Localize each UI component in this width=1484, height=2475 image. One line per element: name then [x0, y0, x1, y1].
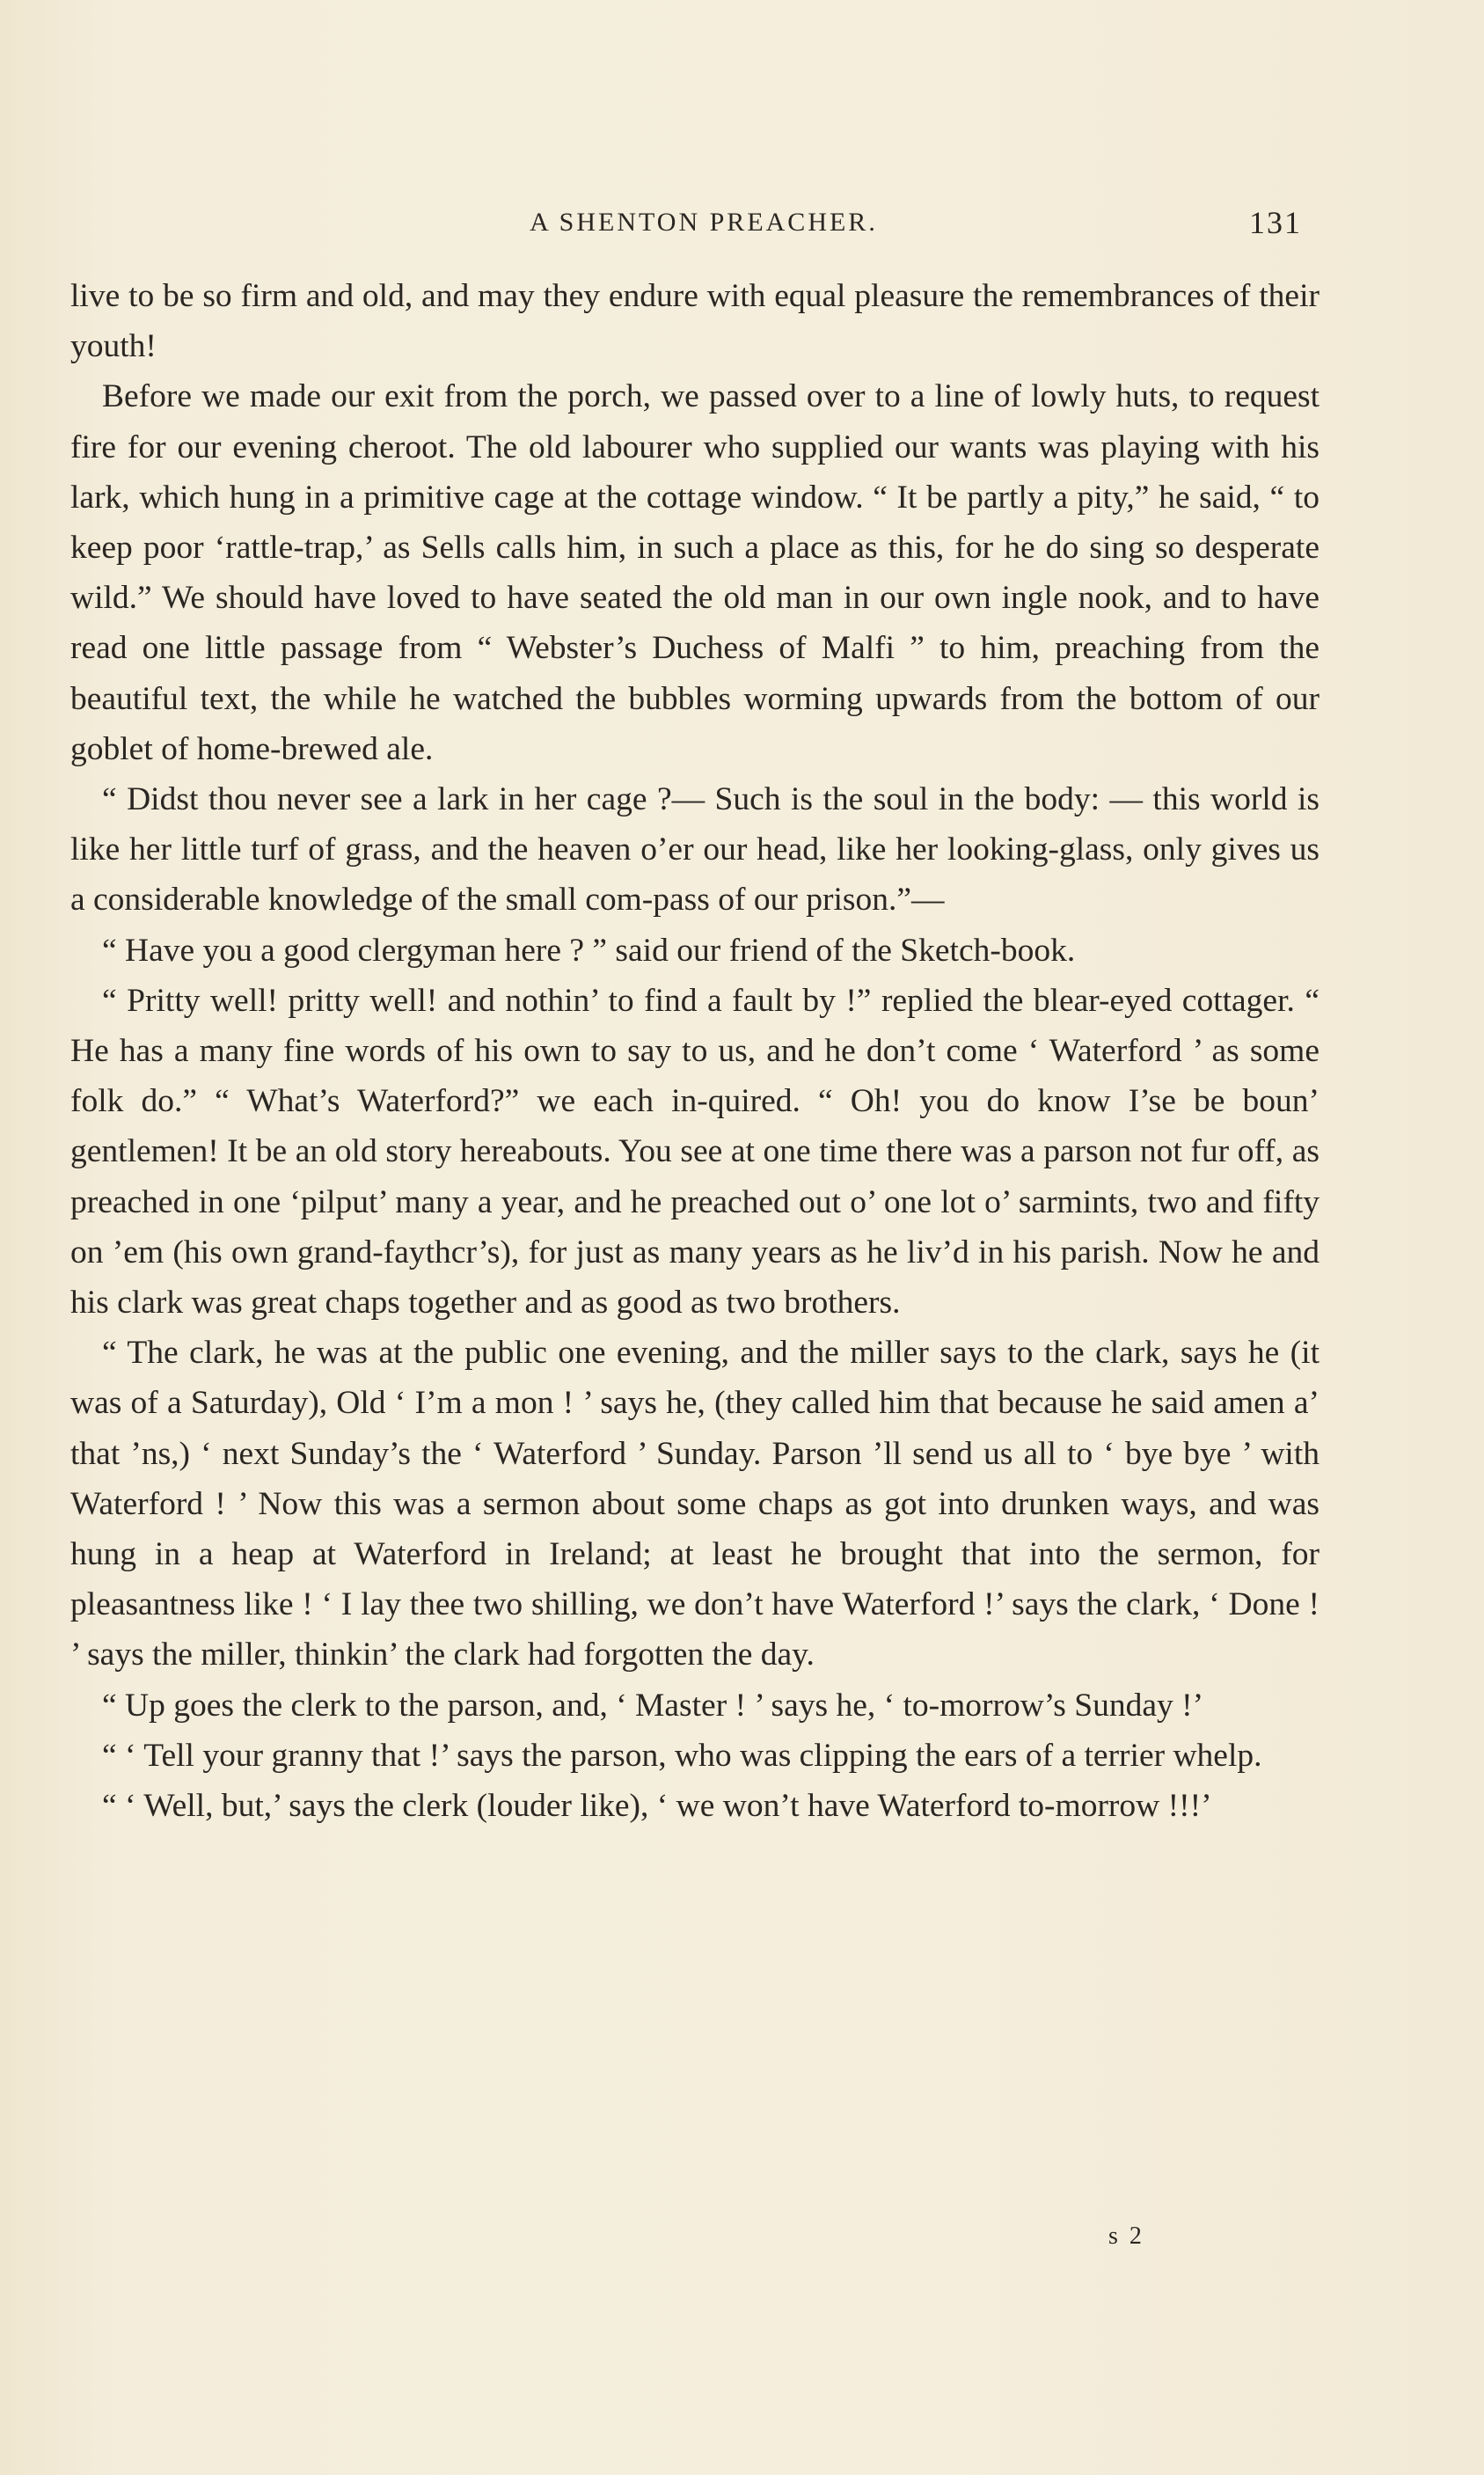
- paragraph-9: “ ‘ Well, but,’ says the clerk (louder like), ‘ we won’t have Waterford to-morrow !!!’: [102, 1788, 1212, 1825]
- paragraph-5: “ Pritty well! pritty well! and nothin’ to find a fault by !” replied the blear-eyed cottager. “ He has a many fine words of his own to say to us, and he don’t come ‘ Waterford ’ as some folk do.” “ What’s Waterford?” we each in-quired. “ Oh! you do know I’se be boun’ gentlemen! It be an old story hereabouts. You see at one time there was a parson not fur off, as preached in one ‘pilput’ many a year, and he preached out o’ one lot o’ sarmints, two and fifty on ’em (his own grand-faythcr’s), for just as many years as he liv’d in his parish. Now he and his clark was great chaps together and as good as two brothers.: [70, 982, 1320, 1322]
- running-head: A SHENTON PREACHER.: [530, 208, 878, 237]
- paragraph-4: “ Have you a good clergyman here ? ” said our friend of the Sketch-book.: [102, 932, 1076, 969]
- signature-mark: s 2: [1108, 2222, 1144, 2250]
- paragraph-7: “ Up goes the clerk to the parson, and, ‘ Master ! ’ says he, ‘ to-morrow’s Sunday !’: [102, 1687, 1204, 1724]
- body-text: [70, 271, 1320, 1831]
- page-number: 131: [1249, 205, 1302, 240]
- paragraph-6: “ The clark, he was at the public one evening, and the miller says to the clark, says he (it was of a Saturday), Old ‘ I’m a mon ! ’ says he, (they called him that because he said amen a’ that ’ns,) ‘ next Sunday’s the ‘ Waterford ’ Sunday. Parson ’ll send us all to ‘ bye bye ’ with Waterford ! ’ Now this was a sermon about some chaps as got into drunken ways, and was hung in a heap at Waterford in Ireland; at least he brought that into the sermon, for pleasantness like ! ‘ I lay thee two shilling, we don’t have Waterford !’ says the clark, ‘ Done ! ’ says the miller, thinkin’ the clark had forgotten the day.: [70, 1335, 1320, 1673]
- paragraph-8: “ ‘ Tell your granny that !’ says the parson, who was clipping the ears of a terrier whelp.: [102, 1737, 1262, 1774]
- page-header: [70, 201, 1302, 245]
- paragraph-1: live to be so firm and old, and may they endure with equal pleasure the remembrances of their youth!: [70, 278, 1320, 365]
- paragraph-3: “ Didst thou never see a lark in her cage ?— Such is the soul in the body: — this world is like her little turf of grass, and the heaven o’er our head, like her looking-glass, only gives us a considerable knowledge of the small com-pass of our prison.”—: [70, 781, 1320, 919]
- paragraph-2: Before we made our exit from the porch, we passed over to a line of lowly huts, to request fire for our evening cheroot. The old labourer who supplied our wants was playing with his lark, which hung in a primitive cage at the cottage window. “ It be partly a pity,” he said, “ to keep poor ‘rattle-trap,’ as Sells calls him, in such a place as this, for he do sing so desperate wild.” We should have loved to have seated the old man in our own ingle nook, and to have read one little passage from “ Webster’s Duchess of Malfi ” to him, preaching from the beautiful text, the while he watched the bubbles worming upwards from the bottom of our goblet of home-brewed ale.: [70, 378, 1320, 767]
